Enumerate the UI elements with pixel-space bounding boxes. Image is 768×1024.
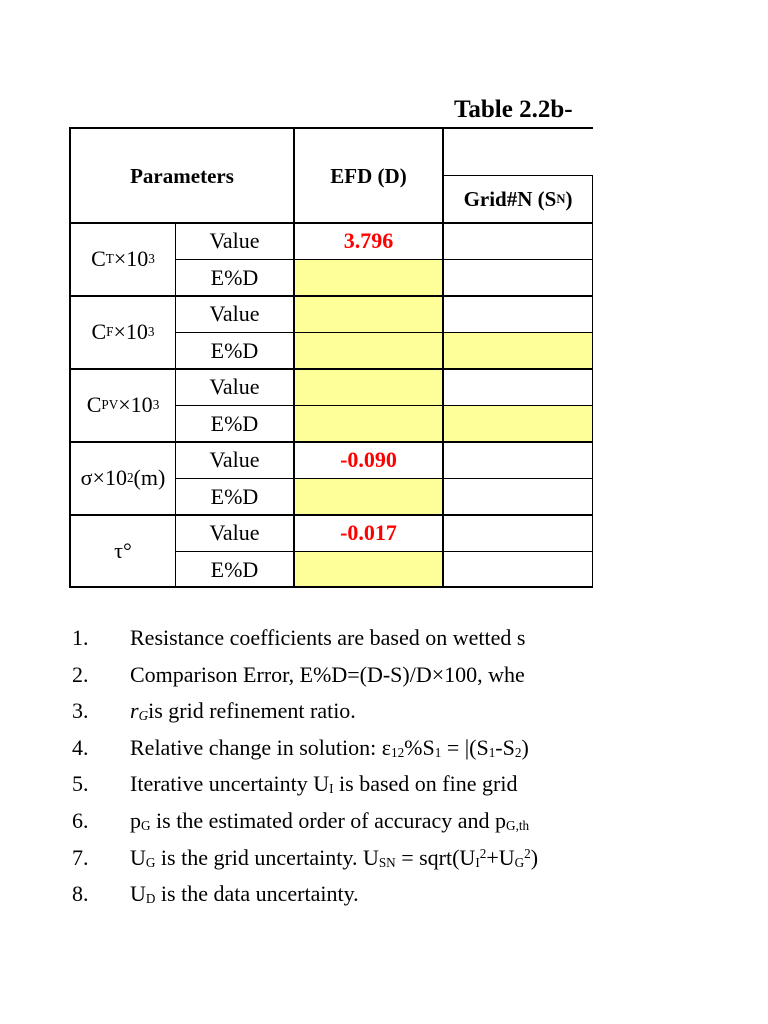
note-number: 5. (72, 771, 89, 797)
note-text-part: G (138, 708, 149, 724)
note-text-part: ) (521, 734, 529, 760)
symbol-base: σ (80, 465, 93, 490)
efd-value: -0.090 (340, 447, 397, 472)
note-text-part: Comparison Error, E%D=(D-S)/D×100, whe (130, 661, 525, 687)
note-text-part: is based on fine grid (333, 771, 518, 797)
grid-header-suffix: ) (565, 186, 573, 211)
note-number: 4. (72, 734, 89, 760)
symbol-base: τ° (114, 538, 132, 563)
error-label: E%D (210, 557, 259, 582)
note-text-part: = |(S (441, 734, 489, 760)
efd-error (295, 552, 442, 588)
note-text-part: is grid refinement ratio. (148, 698, 356, 724)
note-text-part: r (130, 698, 139, 724)
efd-error (295, 260, 442, 296)
row-symbol: C T ×10 3 (91, 246, 155, 271)
note-text-part: G (514, 854, 525, 870)
note-text-part: is the grid uncertainty. U (155, 844, 379, 870)
note-text-part: 2 (514, 744, 522, 760)
value-label: Value (209, 228, 260, 253)
highlight-cpv-error-grid (444, 406, 593, 441)
value-label: Value (209, 374, 260, 399)
efd-value (295, 370, 442, 404)
note-text-part: %S (404, 734, 435, 760)
highlight-cf-error-grid (444, 333, 593, 368)
note-text (130, 662, 525, 688)
note-text-part: Relative change in solution: ε (130, 734, 391, 760)
note-text-part: = sqrt(U (395, 844, 476, 870)
note-text-part: D (145, 891, 156, 907)
error-label: E%D (210, 411, 259, 436)
note-text-part: I (475, 854, 480, 870)
efd-error (295, 333, 442, 369)
results-table (69, 127, 593, 588)
note-text-part: Resistance coefficients are based on wetted s (130, 625, 526, 650)
note-text-part: is the data uncertainty. (155, 881, 359, 907)
note-text (130, 771, 517, 797)
note-number: 8. (72, 881, 89, 907)
error-label: E%D (210, 338, 259, 363)
efd-value: -0.017 (340, 520, 397, 545)
note-number: 2. (72, 661, 89, 687)
note-text (130, 698, 356, 724)
efd-value (295, 297, 442, 331)
note-text-part: ) (530, 844, 539, 870)
note-text-part: p (130, 808, 141, 833)
note-number: 3. (72, 698, 89, 724)
note-number: 1. (72, 625, 89, 650)
symbol-mid: ×10 (118, 392, 153, 417)
grid-header-text: Grid#N (S (463, 186, 557, 211)
note-text-part: G,th (506, 817, 530, 833)
note-text (130, 735, 529, 761)
error-label: E%D (210, 265, 259, 290)
note-text-part: is the estimated order of accuracy and p (150, 808, 507, 833)
value-label: Value (209, 520, 260, 545)
note-text (130, 881, 359, 907)
note-text-part: G (141, 817, 151, 833)
note-text (130, 625, 525, 651)
efd-error (295, 479, 442, 515)
note-number: 6. (72, 808, 89, 833)
note-text-part: SN (378, 854, 396, 870)
note-text-part: Iterative uncertainty U (130, 771, 330, 797)
efd-header: EFD (D) (330, 163, 407, 188)
symbol-mid: ×10 (92, 465, 127, 490)
efd-error (295, 406, 442, 442)
symbol-base: C (86, 392, 102, 417)
efd-value: 3.796 (343, 228, 394, 253)
symbol-base: C (91, 246, 106, 271)
note-text-part: 1 (488, 744, 496, 760)
note-text-part: I (329, 781, 334, 797)
note-text-part: U (130, 844, 146, 870)
symbol-base: C (91, 319, 107, 344)
grid-column-divider (592, 175, 593, 588)
symbol-tail: (m) (133, 465, 166, 490)
table-title: Table 2.2b- (454, 96, 573, 123)
value-label: Value (209, 447, 260, 472)
row-symbol: C F ×10 3 (91, 319, 155, 344)
error-label: E%D (210, 484, 259, 509)
note-text-part: -S (495, 734, 515, 760)
parameters-header: Parameters (130, 163, 234, 188)
symbol-mid: ×10 (113, 246, 149, 271)
grid-n-header: Grid#N (S N ) (463, 186, 573, 211)
note-text-part: 2 (479, 845, 487, 861)
note-text-part: G (145, 854, 156, 870)
note-text-part: 2 (524, 845, 531, 861)
note-text (130, 808, 529, 834)
value-label: Value (209, 301, 260, 326)
note-text-part: 12 (390, 744, 405, 760)
note-text (130, 845, 538, 871)
note-text-part: 1 (434, 744, 442, 760)
note-text-part: U (130, 881, 146, 907)
row-symbol: σ ×10 2 (m) (80, 465, 166, 490)
note-text-part: +U (486, 844, 515, 870)
row-symbol (71, 516, 175, 586)
row-symbol: C PV ×10 3 (86, 392, 160, 417)
note-number: 7. (72, 844, 89, 870)
symbol-mid: ×10 (113, 319, 148, 344)
